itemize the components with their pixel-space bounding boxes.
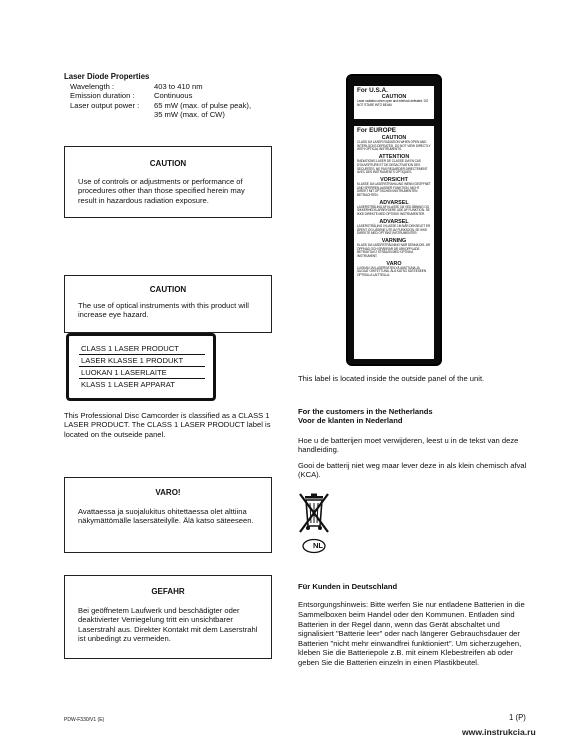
laser-prop-row: 35 mW (max. of CW) [154,110,225,120]
netherlands-heading-en: For the customers in the Netherlands [298,407,433,416]
usa-header: For U.S.A. [357,87,388,94]
eu-section: ATTENTION RADIATIONS LASER DE CLASSE 1M EN CAS D'OUVERTURE ET DE DESACTIVATION DES SECURITES. NE PAS REGARDER DIRECTEMENT AVEC DES INSTRUMENTS OPTIQUES. [357,154,428,175]
watermark: www.instrukcia.ru [462,727,536,737]
germany-paragraph: Entsorgungshinweis: Bitte werfen Sie nur entladene Batterien in die Sammelboxen beim Handel oder den Kommunen. Entladen sind Batterien in der Regel dann, wenn das Gerät abschaltet und signalisiert "Batterie leer" oder nach längerer Gebrauchsdauer der Batterien "nicht mehr einwandfrei funktioniert". Um sicherzugehen, kleben Sie die Batteriepole z.B. mit einem Klebestreifen ab oder geben Sie die Batterien einzeln in einen Plastikbeutel. [298,600,525,667]
germany-section [298,582,528,668]
class1-laser-label [66,333,216,401]
model-footer: PDW-F330/V1 (E) [64,717,105,723]
warning-label-europe-panel [354,126,434,359]
gefahr-title: GEFAHR [151,587,185,596]
class-label-line: LUOKAN 1 LASERLAITE [79,367,205,379]
netherlands-heading-nl: Voor de klanten in Nederland [298,416,403,426]
caution-title: CAUTION [149,285,187,294]
gefahr-box [64,575,272,659]
eu-section: VARO LUOKAN 1M LASERSÄTEILYÄ AVATTUNA JA SUOJAT OHITETTUNA. ÄLÄ KATSO SÄTEESEEN OPTISILLA LAITTEILLA. [357,260,426,278]
germany-heading: Für Kunden in Deutschland [298,582,398,591]
usa-fine-print: Laser radiation when open and interlock defeated. DO NOT STARE INTO BEAM. [357,99,429,107]
varo-title: VARO! [155,488,181,497]
class-label-line: KLASS 1 LASER APPARAT [81,380,175,389]
eu-section: CAUTION CLASS 1M LASER RADIATION WHEN OPEN AND INTERLOCKS DEFEATED. DO NOT VIEW DIRECTLY WITH OPTICAL INSTRUMENTS. [357,135,431,152]
class-label-line: CLASS 1 LASER PRODUCT [79,343,205,355]
caution-body: Use of controls or adjustments or performance of procedures other than those specified herein may result in hazardous radiation exposure. [78,177,245,205]
eu-section: ADVARSEL LASERSTRÅLING I KLASSE 1M NÅR DEKSELET ER ÅPENT OG LÅSENE UTE AV FUNKSJON. SE IKKE DIREKTE MED OPTISKE INSTRUMENTER. [357,218,431,236]
eu-section: VARNING KLASS 1M LASERSTRÅLNING NÄR DENNA DEL ÄR ÖPPNAD OCH SPÄRRAR ÄR URKOPPLADE. BETRAKTA EJ STRÅLEN MED OPTISKA INSTRUMENT. [357,237,430,259]
page-number: 1 (P) [509,713,526,722]
eu-section: ADVARSEL LASERSTRÅLING AF KLASSE 1M VED ÅBNING OG SIKKERHEDS-AFBRYDERE UDE AF FUNKTION. SE IKKE DIREKTE MED OPTISKE INSTRUMENTER. [357,199,430,217]
caution-title: CAUTION [149,159,187,168]
laser-warning-label [346,74,442,366]
usa-caution: CAUTION [381,94,407,100]
eu-section: VORSICHT KLASSE 1M LASERSTRAHLUNG WENN GEÖFFNET UND SPERREN AUSSER FUNKTION. NICHT DIREKT MIT OPTISCHEN INSTRUMENTEN BETRACHTEN. [357,176,431,198]
nl-mark: NL [312,541,324,550]
warning-label-usa-panel [354,86,434,119]
caution-box-controls [64,146,272,218]
laser-prop-row: Laser output power : 65 mW (max. of pulse peak), [70,100,252,110]
label-location-note: This label is located inside the outside panel of the unit. [298,374,485,383]
varo-box [64,477,272,553]
caution-box-optical [64,275,272,333]
netherlands-paragraph: Gooi de batterij niet weg maar lever deze in als klein chemisch afval (KCA). [298,460,527,480]
netherlands-section [298,407,530,479]
gefahr-body: Bei geöffnetem Laufwerk und beschädigter oder deaktivierter Verriegelung tritt ein unsichtbarer Laserstrahl aus. Direkter Kontakt mit dem Laserstrahl ist unbedingt zu vermeiden. [78,606,258,644]
laser-prop-row: Emission duration : Continuous [70,91,193,101]
varo-body: Avattaessa ja suojalukitus ohitettaessa olet alttiina näkymättömälle lasersäteilylle. Älä katso säteeseen. [78,507,254,526]
laser-prop-row: Wavelength : 403 to 410 nm [70,82,203,91]
laser-props-title: Laser Diode Properties [64,72,150,81]
class-label-line: LASER KLASSE 1 PRODUKT [79,355,205,367]
caution-body: The use of optical instruments with this product will increase eye hazard. [78,301,249,320]
europe-header: For EUROPE [357,127,397,134]
netherlands-paragraph: Hoe u de batterijen moet verwijderen, leest u in de tekst van deze handleiding. [298,435,519,455]
laser-diode-properties [64,72,284,120]
class-description: This Professional Disc Camcorder is classified as a CLASS 1 LASER PRODUCT. The CLASS 1 LASER PRODUCT label is located on the outseide panel. [64,411,271,439]
